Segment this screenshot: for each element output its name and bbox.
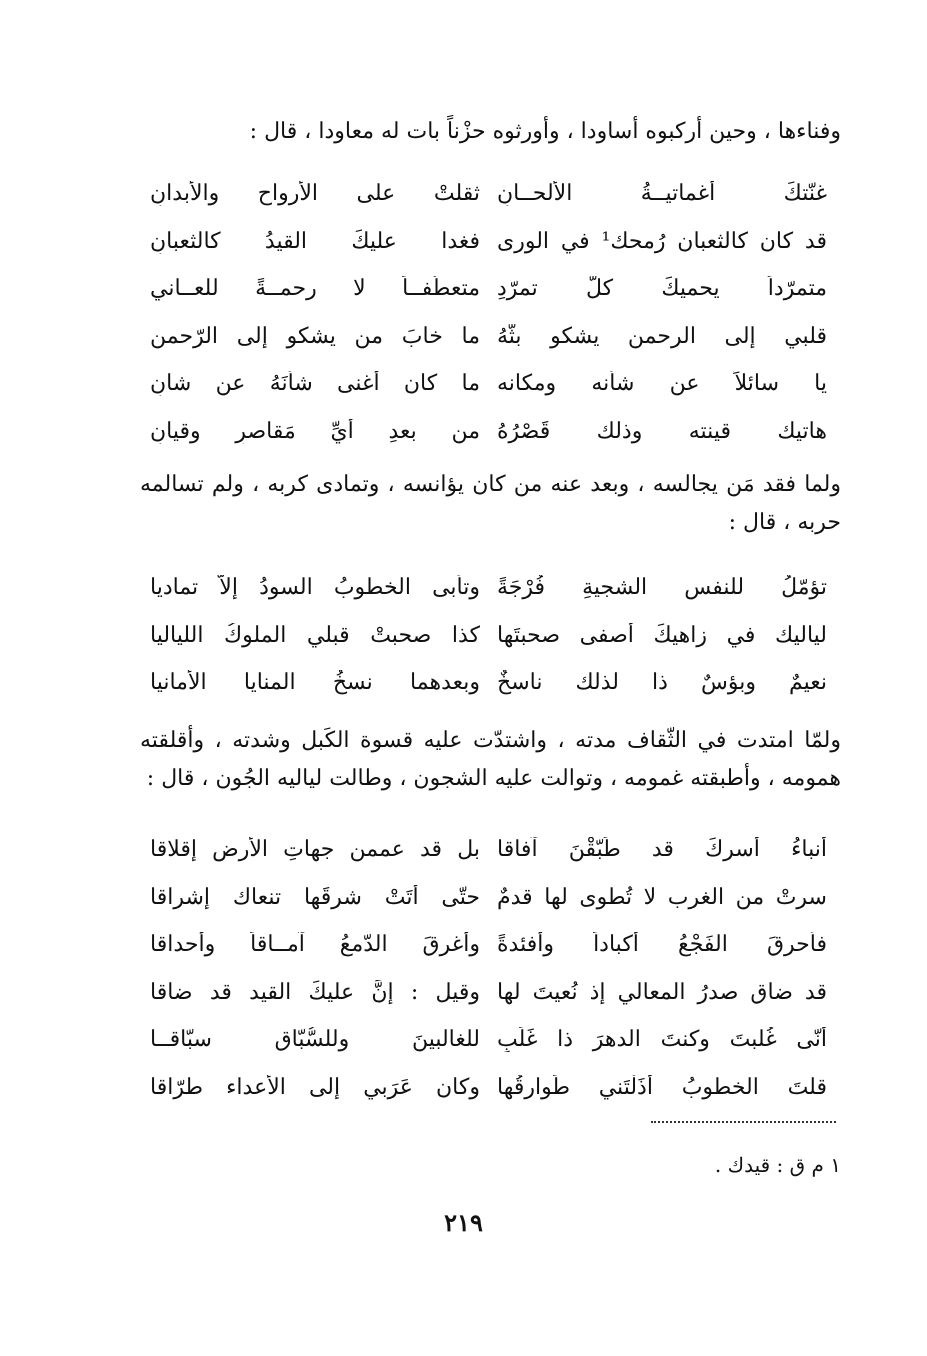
verse-second-hemistich: وقيل : إنَّ عليكَ القيد قد ضاقا <box>150 979 480 1005</box>
verse-first-hemistich: قلتَ الخطوبُ أذَلْتَني طَوارقُها <box>497 1074 827 1100</box>
verse-line <box>150 659 827 707</box>
footnote: ١ م ق : قيدك . <box>714 1153 841 1177</box>
verse-first-hemistich: تؤمّلُ للنفسِ الشجيةِ فُرْجَةً <box>497 575 827 601</box>
verse-second-hemistich: وبعدهما نسخُ المنايا الأمانيا <box>150 670 480 696</box>
poem-stanza-3 <box>150 826 827 1111</box>
verse-line <box>150 564 827 612</box>
footnote-divider <box>651 1121 836 1123</box>
verse-second-hemistich: حتّى أتَتْ شرقَها تنعاك إشراقا <box>150 884 480 910</box>
verse-first-hemistich: نعيمٌ وبؤسٌ ذا لذلك ناسخٌ <box>497 670 827 696</box>
verse-first-hemistich: غنّتكَ أغماتيــةُ الألحــانِ <box>497 181 827 207</box>
verse-first-hemistich: سرتْ من الغرب لا تُطوى لها قدمٌ <box>497 884 827 910</box>
verse-first-hemistich: أنّى غُلبتَ وكنتَ الدهرَ ذا غَلَبٍ <box>497 1027 827 1053</box>
verse-second-hemistich: وكان عَرَبي إلى الأعداء طرّاقا <box>150 1074 480 1100</box>
verse-second-hemistich: كذا صحبتْ قبلي الملوكُ اللياليا <box>150 622 480 648</box>
verse-line <box>150 969 827 1017</box>
verse-first-hemistich: أنباءُ أسركَ قد طَبّقْنَ آفاقا <box>497 837 827 863</box>
poem-stanza-1 <box>150 170 827 455</box>
verse-line <box>150 921 827 969</box>
verse-first-hemistich: يا سائلاً عن شأنه ومكانه <box>497 371 827 397</box>
page-number: ٢١٩ <box>444 1208 483 1237</box>
verse-second-hemistich: بل قد عممن جهاتِ الأرضِ إقلاقا <box>150 837 480 863</box>
verse-line <box>150 218 827 266</box>
verse-line <box>150 265 827 313</box>
verse-second-hemistich: للغالبينَ وللسُّبّاقِ سبّاقــا <box>150 1027 480 1053</box>
verse-second-hemistich: وأغرقَ الدّمعُ آمــاقاً وأحداقا <box>150 932 480 958</box>
verse-line <box>150 1064 827 1112</box>
verse-first-hemistich: فأحرقَ الفَجْعُ أكباداً وأفئدةً <box>497 932 827 958</box>
verse-first-hemistich: قد كان كالثعبان رُمحك¹ في الورى <box>497 228 827 254</box>
verse-first-hemistich: لياليك في زاهيكَ أصفى صحبتَها <box>497 622 827 648</box>
verse-second-hemistich: من بعدِ أيِّ مَقاصرٍ وقيانِ <box>150 418 480 444</box>
verse-line <box>150 313 827 361</box>
verse-second-hemistich: ما خابَ من يشكو إلى الرّحمنِ <box>150 323 480 349</box>
verse-second-hemistich: ما كان أغنى شأنَهُ عن شانِ <box>150 371 480 397</box>
verse-line <box>150 360 827 408</box>
prose-paragraph-3: ولمّا امتدت في الثّقاف مدته ، واشتدّت عليه قسوة الكَبل وشدته ، وأقلقته همومه ، وأطبقته غمومه ، وتوالت عليه الشجون ، وطالت لياليه الجُون ، قال : <box>140 728 841 791</box>
verse-first-hemistich: هاتيك قينته وذلك قَصْرُهُ <box>497 418 827 444</box>
verse-first-hemistich: قد ضاق صدرُ المعالي إذ نُعيتَ لها <box>497 979 827 1005</box>
verse-line <box>150 826 827 874</box>
verse-first-hemistich: قلبي إلى الرحمن يشكو بثّهُ <box>497 323 827 349</box>
verse-line <box>150 1016 827 1064</box>
verse-second-hemistich: ثقلتْ على الأرواح والأبدانِ <box>150 181 480 207</box>
verse-second-hemistich: متعطّفــاً لا رحمــةً للعــاني <box>150 276 480 302</box>
verse-second-hemistich: فغدا عليكَ القيدُ كالثعبانِ <box>150 228 480 254</box>
verse-first-hemistich: متمرّداً يحميكَ كلَّ تمرّدِ <box>497 276 827 302</box>
poem-stanza-2 <box>150 564 827 707</box>
prose-paragraph-2: ولما فقد مَن يجالسه ، وبعد عنه من كان يؤانسه ، وتمادى كربه ، ولم تسالمه حربه ، قال : <box>140 472 841 535</box>
verse-line <box>150 408 827 456</box>
verse-second-hemistich: وتأبى الخطوبُ السودُ إلاّ تماديا <box>150 575 480 601</box>
verse-line <box>150 612 827 660</box>
verse-line <box>150 170 827 218</box>
verse-line <box>150 874 827 922</box>
prose-paragraph-1: وفناءها ، وحين أركبوه أساودا ، وأورثوه حزْناً بات له معاودا ، قال : <box>249 119 841 144</box>
